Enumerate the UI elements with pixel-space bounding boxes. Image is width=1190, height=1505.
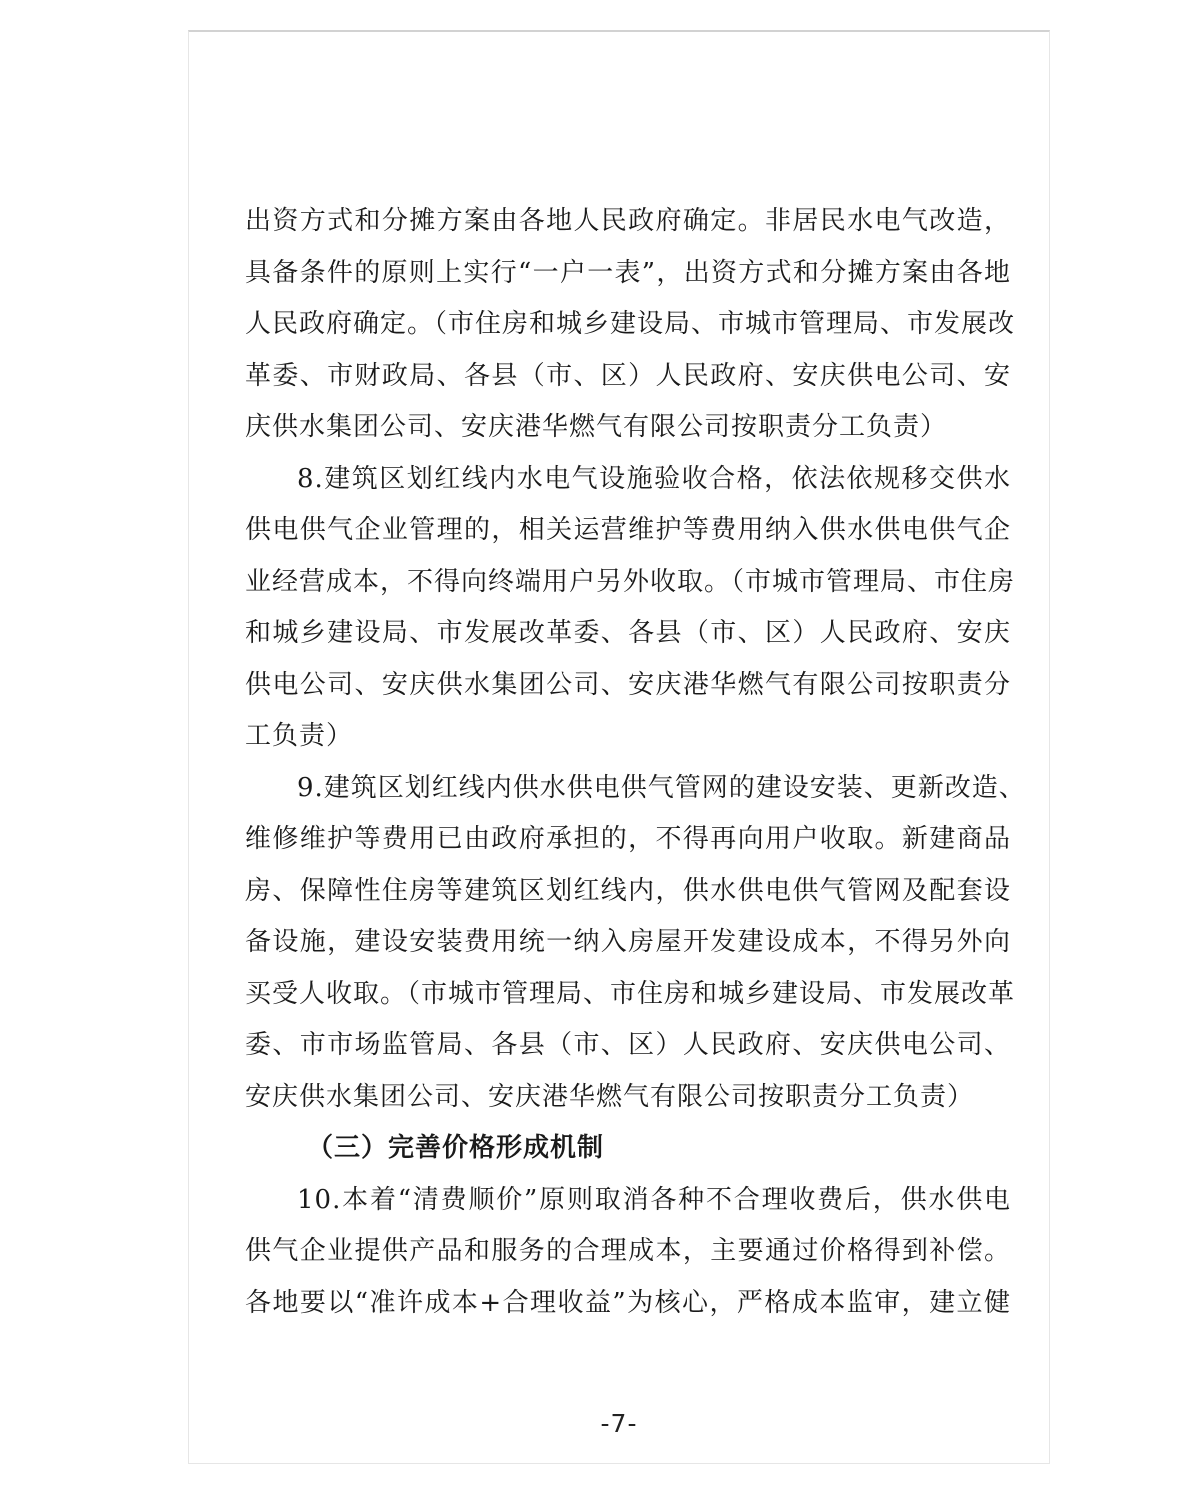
text-line: 人民政府确定。（市住房和城乡建设局、市城市管理局、市发展改: [245, 309, 1016, 339]
item-8-first-line: 8.建筑区划红线内水电气设施验收合格，依法依规移交供水: [297, 463, 1011, 494]
document-body: [245, 196, 1026, 1329]
text-line: 出资方式和分摊方案由各地人民政府确定。非居民水电气改造，: [245, 206, 1011, 236]
text-line: 庆供水集团公司、安庆港华燃气有限公司按职责分工负责）: [245, 412, 948, 442]
text-line: 革委、市财政局、各县（市、区）人民政府、安庆供电公司、安: [245, 360, 1011, 391]
text-line: 买受人收取。（市城市管理局、市住房和城乡建设局、市发展改革: [245, 978, 1016, 1009]
text-line: 委、市市场监管局、各县（市、区）人民政府、安庆供电公司、: [245, 1030, 1011, 1060]
text-line: 具备条件的原则上实行“一户一表”，出资方式和分摊方案由各地: [245, 257, 1011, 288]
text-line: 供电公司、安庆供水集团公司、安庆港华燃气有限公司按职责分: [245, 669, 1011, 700]
text-line: 和城乡建设局、市发展改革委、各县（市、区）人民政府、安庆: [245, 618, 1011, 648]
text-line: 各地要以“准许成本+合理收益”为核心，严格成本监审，建立健: [245, 1287, 1011, 1318]
text-line: 备设施，建设安装费用统一纳入房屋开发建设成本，不得另外向: [245, 927, 1011, 957]
text-line: 维修维护等费用已由政府承担的，不得再向用户收取。新建商品: [245, 824, 1011, 854]
text-line: 安庆供水集团公司、安庆港华燃气有限公司按职责分工负责）: [245, 1081, 975, 1112]
section-heading: （三）完善价格形成机制: [307, 1133, 605, 1163]
item-9-first-line: 9.建筑区划红线内供水供电供气管网的建设安装、更新改造、: [297, 772, 1026, 803]
text-line: 供电供气企业管理的，相关运营维护等费用纳入供水供电供气企: [245, 515, 1011, 545]
item-10-first-line: 10.本着“清费顺价”原则取消各种不合理收费后，供水供电: [297, 1184, 1011, 1215]
page-number: -7-: [600, 1409, 638, 1438]
document-page: [188, 30, 1050, 1464]
text-line: 房、保障性住房等建筑区划红线内，供水供电供气管网及配套设: [245, 875, 1011, 906]
text-line: 业经营成本，不得向终端用户另外收取。（市城市管理局、市住房: [245, 566, 1016, 597]
text-line: 供气企业提供产品和服务的合理成本，主要通过价格得到补偿。: [245, 1236, 1011, 1266]
text-line: 工负责）: [245, 721, 354, 751]
